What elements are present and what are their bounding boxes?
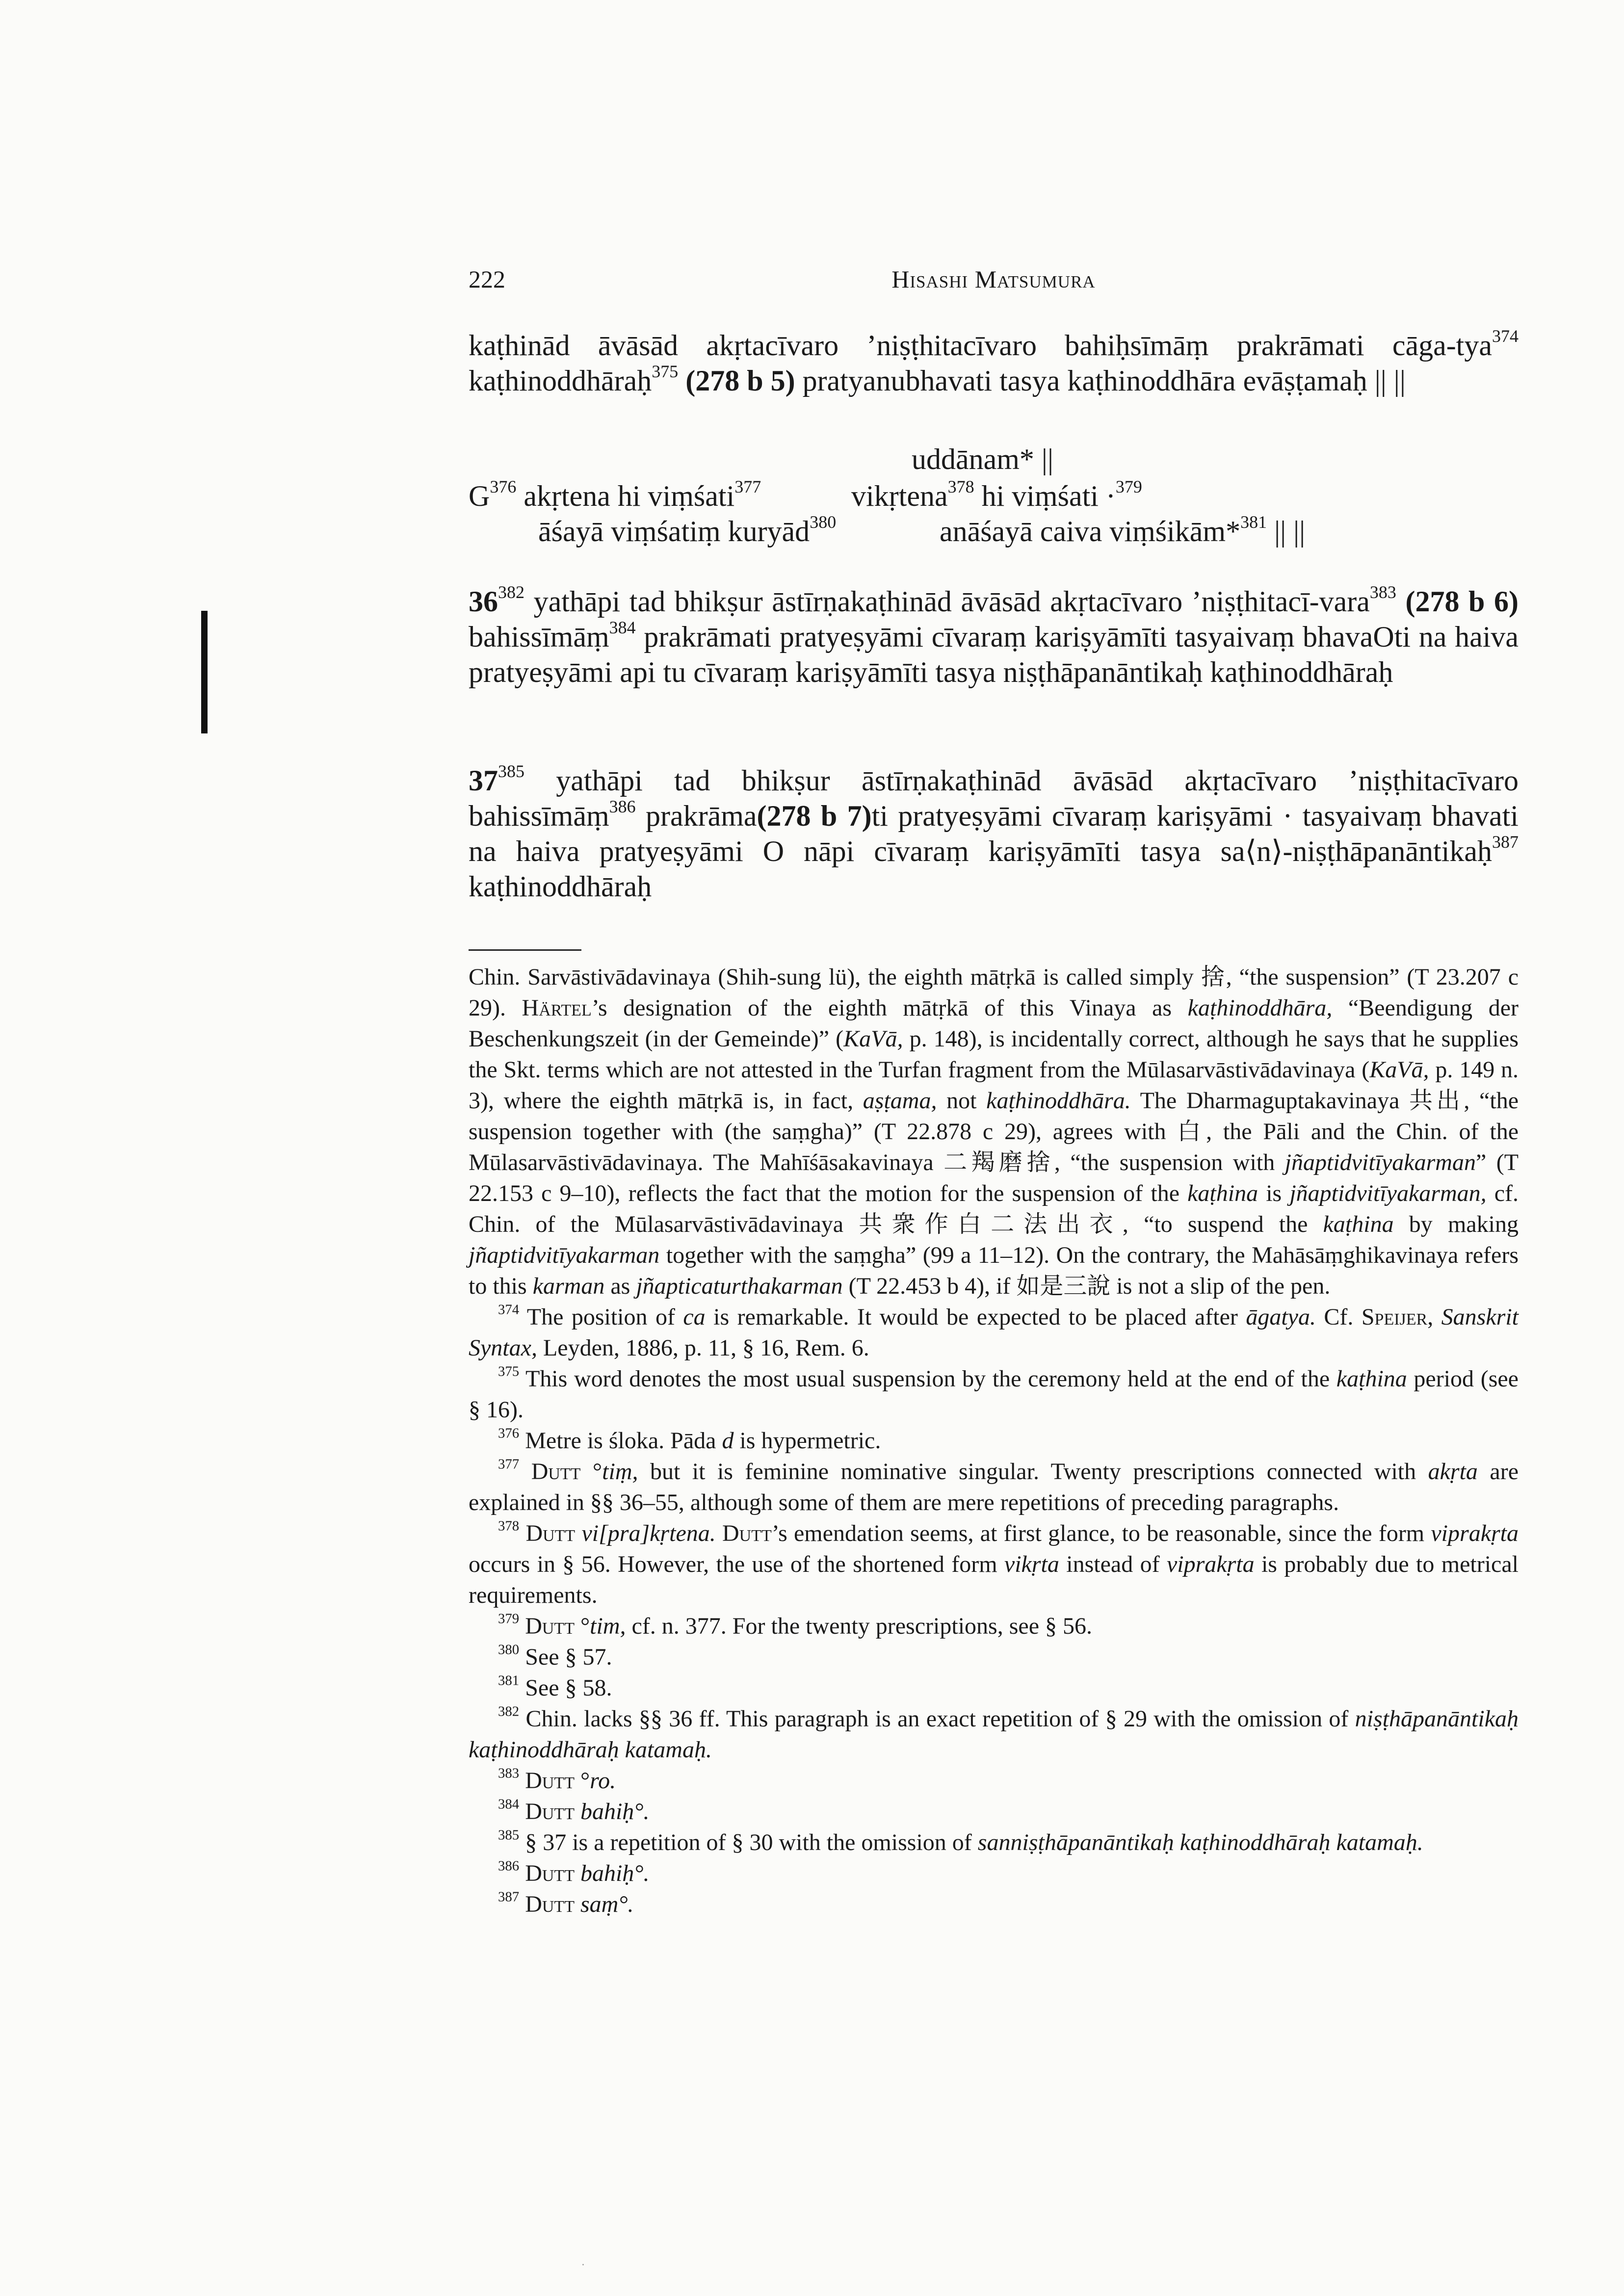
- italic-text: bahiḥ°.: [580, 1799, 650, 1825]
- text-segment: is probably due to metrical requirements.: [469, 1551, 1519, 1608]
- footnote-ref[interactable]: 378: [947, 477, 974, 496]
- opening-paragraph: [469, 328, 1519, 398]
- verse-text: vikṛtena: [851, 480, 948, 512]
- italic-text: tiṃ,: [602, 1459, 638, 1485]
- footnote-ref[interactable]: 383: [1369, 582, 1396, 602]
- verse-text: anāśayā caiva viṃśikām*: [940, 515, 1241, 548]
- text-segment: “Beendigung der Beschenkungszeit (in der Gemeinde)” (: [469, 995, 1519, 1052]
- footnote-number: 387: [498, 1889, 520, 1905]
- footnote-ref[interactable]: 382: [498, 582, 524, 602]
- folio-ref: (278 b 6): [1396, 585, 1519, 618]
- footnote-382: [469, 1703, 1519, 1765]
- verse-label: G: [469, 480, 490, 512]
- text-segment: occurs in § 56. However, the use of the shortened form: [469, 1551, 1004, 1577]
- paragraph-37: [469, 763, 1519, 904]
- verse-line-2: [469, 514, 1519, 549]
- footnote-number: 380: [498, 1642, 520, 1658]
- footnote-386: [469, 1858, 1519, 1889]
- text-segment: is: [1258, 1180, 1290, 1206]
- paragraph-number: 36: [469, 585, 498, 618]
- text-segment: Dutt: [722, 1520, 772, 1546]
- text-segment: ti pratyeṣyāmi cīvaraṃ kariṣyāmi · tasyaivaṃ bhavati na haiva pratyeṣyāmi O nāpi cīvaraṃ kariṣyāmīti tasya sa⟨n⟩-niṣṭhāpanāntikaḥ: [469, 800, 1519, 867]
- footnote-continuation: [469, 962, 1519, 1302]
- footnote-ref[interactable]: 386: [609, 797, 636, 816]
- italic-text: kaṭhinoddhāra.: [986, 1088, 1131, 1114]
- footnote-ref[interactable]: 374: [1492, 326, 1519, 346]
- italic-text: saṃ°.: [580, 1891, 634, 1917]
- footnote-number: 379: [498, 1611, 520, 1627]
- text-segment: See § 58.: [519, 1675, 612, 1701]
- footnote-ref[interactable]: 385: [498, 761, 524, 781]
- text-segment: p. 149 n. 3), where the eighth mātṛkā is, in fact,: [469, 1057, 1519, 1114]
- italic-text: bahiḥ°.: [580, 1860, 650, 1886]
- footnote-376: [469, 1425, 1519, 1456]
- italic-text: KaVā,: [1369, 1057, 1429, 1083]
- text-segment: bahissīmāṃ: [469, 621, 609, 653]
- text-segment: ,: [1427, 1304, 1441, 1330]
- text-segment: °: [574, 1613, 590, 1639]
- verse-line-1: [469, 478, 1519, 514]
- text-segment: period (see § 16).: [469, 1366, 1519, 1423]
- footnote-ref[interactable]: 384: [609, 618, 636, 637]
- italic-text: viprakṛta: [1431, 1520, 1519, 1546]
- text-segment: ’s emendation seems, at first glance, to be reasonable, since the form: [771, 1520, 1431, 1546]
- footnote-383: [469, 1765, 1519, 1796]
- text-segment: The position of: [519, 1304, 683, 1330]
- text-segment: but it is feminine nominative singular. Twenty prescriptions connected with: [638, 1459, 1428, 1485]
- folio-ref: (278 b 5): [678, 365, 795, 397]
- footnote-number: 375: [498, 1363, 520, 1380]
- footnote-number: 382: [498, 1703, 520, 1720]
- italic-text: KaVā,: [843, 1026, 903, 1052]
- margin-mark: [201, 611, 208, 733]
- text-segment: cf. Chin. of the Mūlasarvāstivādavinaya 共衆作白二法出衣, “to suspend the: [469, 1180, 1519, 1237]
- footnote-number: 377: [498, 1456, 520, 1472]
- italic-text: niṣṭhāpanāntikaḥ kaṭhinoddhāraḥ katamaḥ.: [469, 1706, 1519, 1763]
- text-segment: [575, 1891, 580, 1917]
- footnote-number: 381: [498, 1672, 520, 1689]
- footnote-ref[interactable]: 379: [1115, 477, 1142, 496]
- text-segment: ” (T 22.153 c 9–10), reflects the fact that the motion for the suspension of the: [469, 1149, 1519, 1206]
- footnote-374: [469, 1302, 1519, 1363]
- text-segment: This word denotes the most usual suspension by the ceremony held at the end of the: [519, 1366, 1336, 1392]
- text-segment: [575, 1520, 581, 1546]
- italic-text: Sanskrit Syntax,: [469, 1304, 1519, 1361]
- verse-text: hi viṃśati ·: [974, 480, 1116, 512]
- text-segment: instead of: [1059, 1551, 1167, 1577]
- paragraph-number: 37: [469, 764, 498, 797]
- text-segment: The Dharmaguptakavinaya 共出, “the suspension together with (the saṃgha)” (T 22.878 c 29), agrees with 白, the Pāli and the Chin. of the Mūlasarvāstivādavinaya. The Mahīśāsakavinaya 二羯磨捨, “the suspension with: [469, 1088, 1519, 1175]
- footnote-ref[interactable]: 380: [810, 512, 837, 532]
- text-segment: [575, 1799, 580, 1825]
- text-segment: kaṭhinād āvāsād akṛtacīvaro ’niṣṭhitacīvaro bahiḥsīmāṃ prakrāmati cāga-tya: [469, 329, 1492, 362]
- text-segment: is remarkable. It would be expected to be placed after: [705, 1304, 1246, 1330]
- text-segment: prakrāmati pratyeṣyāmi cīvaraṃ kariṣyāmīti tasyaivaṃ bhavaOti na haiva pratyeṣyāmi api tu cīvaraṃ kariṣyāmīti tasya niṣṭhāpanāntikaḥ kaṭhinoddhāraḥ: [469, 621, 1519, 688]
- text-segment: not: [937, 1088, 987, 1114]
- italic-text: kaṭhinoddhāra,: [1187, 995, 1333, 1021]
- text-segment: is hypermetric.: [733, 1428, 881, 1454]
- footnotes: [469, 962, 1519, 1920]
- italic-text: jñapticaturthakarman: [636, 1273, 843, 1299]
- text-segment: Dutt: [525, 1613, 575, 1639]
- text-segment: pratyanubhavati tasya kaṭhinoddhāra evāṣṭamaḥ || ||: [795, 365, 1406, 397]
- text-segment: [716, 1520, 722, 1546]
- text-segment: together with the saṃgha” (99 a 11–12). On the contrary, the Mahāsāṃghikavinaya refers to this: [469, 1242, 1519, 1299]
- text-segment: § 37 is a repetition of § 30 with the omission of: [519, 1829, 978, 1855]
- footnote-377: [469, 1456, 1519, 1518]
- folio-ref: (278 b 7): [757, 800, 872, 832]
- text-segment: Härtel: [522, 995, 592, 1021]
- text-segment: Cf.: [1315, 1304, 1362, 1330]
- footnote-375: [469, 1363, 1519, 1425]
- footnote-380: [469, 1642, 1519, 1672]
- italic-text: āgatya.: [1246, 1304, 1316, 1330]
- italic-text: d: [722, 1428, 734, 1454]
- footnote-ref[interactable]: 375: [652, 362, 679, 381]
- italic-text: kaṭhina: [1336, 1366, 1407, 1392]
- text-segment: kaṭhinoddhāraḥ: [469, 870, 652, 903]
- footnote-number: 383: [498, 1765, 520, 1781]
- running-title: Hisashi Matsumura: [891, 265, 1096, 293]
- text-segment: °: [574, 1768, 590, 1794]
- text-segment: prakrāma: [635, 800, 757, 832]
- footnote-number: 384: [498, 1796, 520, 1812]
- footnote-separator: [469, 949, 581, 951]
- footnote-385: [469, 1827, 1519, 1858]
- footnote-ref[interactable]: 377: [734, 477, 761, 496]
- footnote-ref[interactable]: 376: [490, 477, 517, 496]
- text-segment: p. 148), is incidentally correct, although he says that he supplies the Skt. terms which are not attested in the Turfan fragment from the Mūlasarvāstivādavinaya (: [469, 1026, 1519, 1083]
- footnote-378: [469, 1518, 1519, 1611]
- text-segment: Dutt: [525, 1891, 575, 1917]
- italic-text: tim,: [590, 1613, 626, 1639]
- text-segment: Dutt: [525, 1860, 575, 1886]
- footnote-387: [469, 1889, 1519, 1920]
- text-segment: (T 22.453 b 4), if 如是三說 is not a slip of the pen.: [842, 1273, 1331, 1299]
- text-segment: Chin. Sarvāstivādavinaya (Shih-sung lü), the eighth mātṛkā is called simply 捨, “the suspension” (T 23.207 c 29).: [469, 964, 1519, 1021]
- text-segment: cf. n. 377. For the twenty prescriptions, see § 56.: [626, 1613, 1092, 1639]
- text-segment: Dutt: [525, 1799, 575, 1825]
- verse-text: akṛtena hi viṃśati: [516, 480, 735, 512]
- footnote-number: 374: [498, 1302, 520, 1318]
- footnote-number: 386: [498, 1858, 520, 1874]
- paragraph-36: [469, 584, 1519, 690]
- italic-text: vi[pra]kṛtena.: [581, 1520, 716, 1546]
- italic-text: vikṛta: [1004, 1551, 1059, 1577]
- italic-text: ro.: [590, 1768, 616, 1794]
- footnote-number: 385: [498, 1827, 520, 1843]
- italic-text: aṣṭama,: [863, 1088, 937, 1114]
- text-segment: Dutt: [531, 1459, 581, 1485]
- text-segment: Dutt: [525, 1520, 576, 1546]
- footnote-381: [469, 1672, 1519, 1703]
- text-segment: Chin. lacks §§ 36 ff. This paragraph is an exact repetition of § 29 with the omission of: [519, 1706, 1355, 1732]
- text-segment: Speijer: [1361, 1304, 1428, 1330]
- italic-text: kaṭhina: [1187, 1180, 1258, 1206]
- text-segment: [575, 1860, 580, 1886]
- footnote-number: 376: [498, 1425, 520, 1441]
- text-segment: kaṭhinoddhāraḥ: [469, 365, 652, 397]
- text-segment: by making: [1393, 1211, 1519, 1237]
- running-header: [469, 265, 1519, 304]
- text-segment: yathāpi tad bhikṣur āstīrṇakaṭhinād āvāsād akṛtacīvaro ’niṣṭhitacī-vara: [524, 585, 1370, 618]
- footnote-384: [469, 1796, 1519, 1827]
- footnote-ref[interactable]: 381: [1240, 512, 1267, 532]
- verse-text: || ||: [1267, 515, 1306, 548]
- footnote-379: [469, 1611, 1519, 1642]
- text-segment: °: [580, 1459, 602, 1485]
- italic-text: karman: [532, 1273, 605, 1299]
- italic-text: jñaptidvitīyakarman: [1284, 1149, 1476, 1175]
- text-segment: Leyden, 1886, p. 11, § 16, Rem. 6.: [537, 1335, 869, 1361]
- text-segment: yathāpi tad bhikṣur āstīrṇakaṭhinād āvāsād akṛtacīvaro ’niṣṭhitacīvaro bahissīmāṃ: [469, 764, 1519, 832]
- text-segment: Dutt: [525, 1768, 575, 1794]
- uddanam-line: uddānam* ||: [912, 443, 1053, 475]
- italic-text: viprakṛta: [1166, 1551, 1255, 1577]
- text-segment: are explained in §§ 36–55, although some of them are mere repetitions of preceding paragraphs.: [469, 1459, 1519, 1515]
- footnote-ref[interactable]: 387: [1492, 832, 1519, 852]
- text-segment: Metre is śloka. Pāda: [519, 1428, 722, 1454]
- footnote-number: 378: [498, 1518, 520, 1534]
- verse-text: āśayā viṃśatiṃ kuryād: [538, 515, 810, 548]
- text-segment: See § 57.: [519, 1644, 612, 1670]
- italic-text: sanniṣṭhāpanāntikaḥ kaṭhinoddhāraḥ katamaḥ.: [977, 1829, 1423, 1855]
- scan-speck: ·: [581, 2259, 585, 2271]
- verse: [469, 478, 1519, 549]
- text-segment: as: [604, 1273, 636, 1299]
- italic-text: ca: [683, 1304, 706, 1330]
- italic-text: jñaptidvitīyakarman,: [1289, 1180, 1487, 1206]
- text-segment: ’s designation of the eighth mātṛkā of this Vinaya as: [591, 995, 1188, 1021]
- italic-text: kaṭhina: [1323, 1211, 1394, 1237]
- italic-text: jñaptidvitīyakarman: [469, 1242, 660, 1268]
- italic-text: akṛta: [1428, 1459, 1478, 1485]
- page-number: 222: [469, 265, 505, 293]
